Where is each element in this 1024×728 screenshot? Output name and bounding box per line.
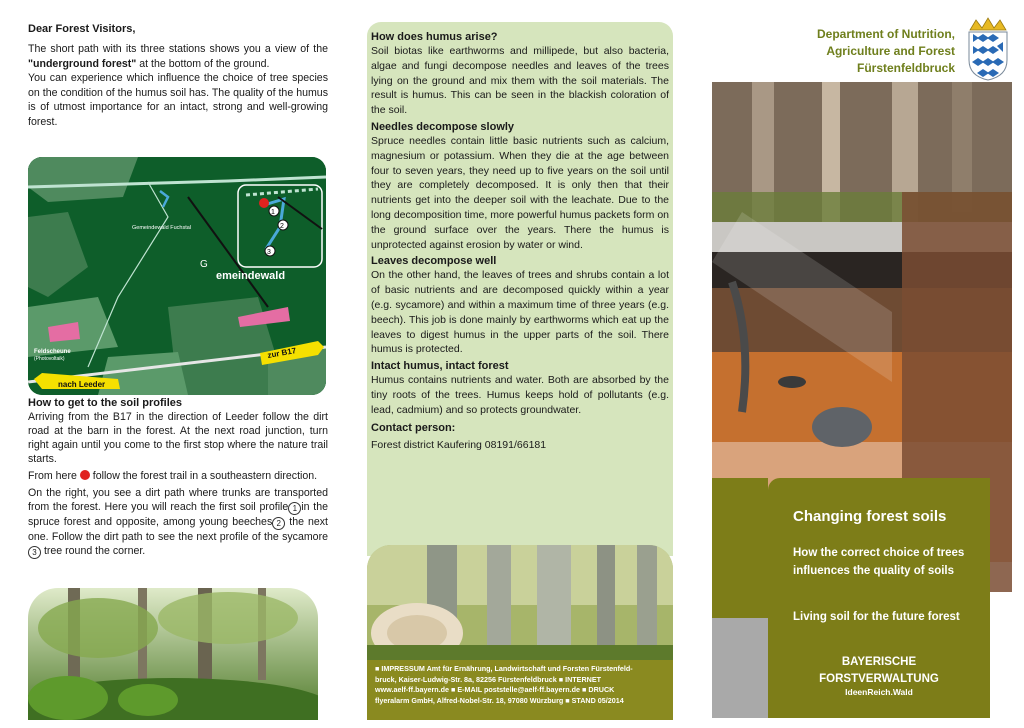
bavaria-crest-icon (966, 16, 1010, 82)
start-marker (259, 198, 269, 208)
map-label-g: G (200, 259, 208, 270)
title-panel (768, 478, 990, 718)
map-label-photovoltaik: (Photovoltaik) (34, 356, 65, 362)
paragraph-leaves: On the other hand, the leaves of trees and shrubs contain a lot of basic nutrients and are decomposed quickly within a year (e.g. sycamore) and within a maximum time of three years (e.g. beech). This job is done mainly by earthworms which eat up the leaves to digest humus in the upper parts of the soil. There humus is protected. (371, 269, 669, 356)
imprint-box (367, 660, 673, 720)
directions-paragraph-3: On the right, you see a dirt path where trunks are transported from the forest. Here you will reach the first soil profile 1 in the spruce forest and opposite, among young beeches 2 the next one. Follow the dirt path to see the next profile of the sycamore 3 tree round the corner. (28, 487, 328, 557)
station-2: 2 (280, 223, 284, 230)
paragraph-needles: Spruce needles contain little basic nutrients such as calcium, magnesium or potassium. When they die at the age between four to seven years, they need up to five years on the soil until they are completely decomposed. It is only then that their nutrients get into the deeper soil with the leachate. Due to the long decomposition time, more powerful humus packets form on the ground surface over the years. There the humus is unprotected against erosion by water or wind. (371, 134, 669, 251)
heading-leaves: Leaves decompose well (371, 255, 497, 268)
map-label-feldscheune: Feldscheune (34, 349, 71, 355)
intro-paragraph: The short path with its three stations shows you a view of the "underground forest" at the bottom of the ground. (28, 43, 328, 70)
heading-contact: Contact person: (371, 421, 456, 434)
imprint-line-2: bruck, Kaiser-Ludwig-Str. 8a, 82256 Fürstenfeldbruck ■ INTERNET (375, 674, 602, 684)
contact-info: Forest district Kaufering 08191/66181 (371, 438, 547, 451)
trail-map (28, 157, 326, 395)
brand-slogan: IdeenReich.Wald (845, 687, 913, 697)
directions-paragraph-1: Arriving from the B17 in the direction of Leeder follow the dirt road at the barn in the forest. At the next road junction, turn right again until you come to the first stop where the nature trail starts. (28, 411, 328, 465)
left-column (28, 22, 328, 130)
map-label-b17: zur B17 (266, 346, 297, 360)
middle-panel (367, 22, 673, 556)
brochure-title: Changing forest soils (793, 508, 947, 525)
map-label-fuchstal: Gemeindewald Fuchstal (132, 225, 192, 231)
red-dot-icon (80, 470, 90, 480)
directions-section (28, 396, 328, 559)
circled-2-icon: 2 (272, 517, 285, 530)
intro-paragraph-2: You can experience which influence the choice of tree species on the condition of the humus soil has. The quality of the humus is of utmost importance for an intact, strong and well-growing forest. (28, 72, 328, 128)
directions-heading: How to get to the soil profiles (28, 397, 182, 409)
imprint-line-4: flyeralarm GmbH, Alfred-Nobel-Str. 18, 97080 Würzburg ■ STAND 05/2014 (375, 695, 624, 705)
directions-paragraph-2: From here follow the forest trail in a southeastern direction. (28, 470, 318, 482)
beech-forest-photo (28, 588, 318, 720)
heading-intact-humus: Intact humus, intact forest (371, 360, 509, 373)
paragraph-humus-arise: Soil biotas like earthworms and millipede, but also bacteria, algae and fungi decompose needles and leaves of the trees lying on the ground and mix them with the soil materials. The result is humus. This can be seen in the blackish coloration of the soil. (371, 45, 669, 117)
paragraph-intact-humus: Humus contains nutrients and water. Both are absorbed by the tiny roots of the trees. Humus keeps hold of pollutants (e.g. lead, cadmium) and so protects groundwater. (371, 374, 669, 416)
map-label-leeder: nach Leeder (58, 380, 106, 389)
heading-humus-arise: How does humus arise? (371, 31, 498, 43)
brochure-subtitle: How the correct choice of trees influences the quality of soils (793, 547, 965, 577)
olive-strip (712, 478, 768, 618)
map-label-gemeindewald: emeindewald (216, 270, 286, 282)
brochure-subtitle-2: Living soil for the future forest (793, 611, 960, 623)
heading-needles: Needles decompose slowly (371, 120, 515, 133)
circled-1-icon: 1 (288, 502, 301, 515)
station-1: 1 (271, 209, 275, 216)
imprint-line-3: www.aelf-ff.bayern.de ■ E-MAIL poststelle@aelf-ff.bayern.de ■ DRUCK (375, 685, 615, 695)
beech-trunks-photo (367, 545, 673, 665)
station-3: 3 (267, 249, 271, 256)
department-name: Department of Nutrition, Agriculture and Forest Fürstenfeldbruck (817, 27, 955, 75)
brand-name: BAYERISCHE FORSTVERWALTUNG (819, 656, 939, 685)
imprint-line-1: ■ IMPRESSUM Amt für Ernährung, Landwirtschaft und Forsten Fürstenfeld- (375, 664, 633, 673)
greeting: Dear Forest Visitors, (28, 23, 136, 35)
gray-strip (712, 618, 768, 718)
circled-3-icon: 3 (28, 546, 41, 559)
